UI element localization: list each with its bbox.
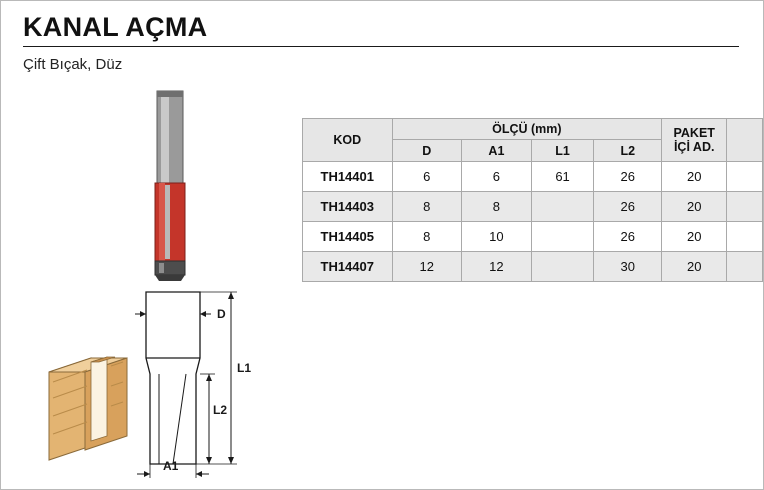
cell-spacer: [727, 162, 763, 192]
cell-a1: 10: [462, 222, 532, 252]
header-d: D: [392, 140, 462, 162]
table-row: [303, 192, 763, 222]
header-paket-line2: İÇİ AD.: [673, 140, 715, 154]
cell-a1: 8: [462, 192, 532, 222]
header-olcu: ÖLÇÜ (mm): [392, 119, 662, 140]
cell-a1: 6: [462, 162, 532, 192]
cell-paket: 20: [662, 162, 727, 192]
document-header: [23, 13, 739, 73]
cell-l1: [531, 252, 593, 282]
dimension-l2: [200, 374, 215, 464]
header-a1: A1: [462, 140, 532, 162]
page-title: KANAL AÇMA: [23, 12, 208, 42]
header-kod: KOD: [303, 119, 393, 162]
table-row: [303, 162, 763, 192]
cell-d: 8: [392, 222, 462, 252]
router-bit-illustration: [141, 89, 201, 284]
table-body: [303, 162, 763, 282]
spec-table-container: [302, 118, 763, 282]
label-d: D: [217, 307, 226, 321]
cell-a1: 12: [462, 252, 532, 282]
cell-l2: 26: [594, 192, 662, 222]
cell-paket: 20: [662, 192, 727, 222]
cell-spacer: [727, 252, 763, 282]
header-spacer: [727, 119, 763, 162]
title-divider: [23, 46, 739, 47]
cell-paket: 20: [662, 252, 727, 282]
cell-kod: TH14401: [303, 162, 393, 192]
label-l1: L1: [237, 361, 252, 375]
header-l2: L2: [594, 140, 662, 162]
technical-drawing: [31, 286, 281, 481]
label-l2: L2: [213, 403, 228, 417]
cell-kod: TH14403: [303, 192, 393, 222]
cell-d: 6: [392, 162, 462, 192]
cell-l1: [531, 222, 593, 252]
cell-l1: [531, 192, 593, 222]
cell-l2: 26: [594, 162, 662, 192]
cell-paket: 20: [662, 222, 727, 252]
header-paket-line1: PAKET: [673, 126, 715, 140]
cell-l1: 61: [531, 162, 593, 192]
table-head: [303, 119, 763, 162]
dimension-diagram: [31, 286, 281, 481]
cell-l2: 26: [594, 222, 662, 252]
cell-spacer: [727, 222, 763, 252]
header-l1: L1: [531, 140, 593, 162]
cell-l2: 30: [594, 252, 662, 282]
table-row: [303, 252, 763, 282]
wood-block-icon: [49, 357, 127, 460]
cell-d: 12: [392, 252, 462, 282]
table-row: [303, 222, 763, 252]
spec-table: [302, 118, 763, 282]
label-a1: A1: [163, 459, 179, 473]
cell-kod: TH14405: [303, 222, 393, 252]
cell-d: 8: [392, 192, 462, 222]
table-header-row-1: [303, 119, 763, 140]
cell-spacer: [727, 192, 763, 222]
page-subtitle: Çift Bıçak, Düz: [23, 56, 123, 74]
bit-outline: [146, 292, 200, 464]
cell-kod: TH14407: [303, 252, 393, 282]
router-bit-photo: [141, 89, 201, 284]
header-paket: [662, 119, 727, 162]
